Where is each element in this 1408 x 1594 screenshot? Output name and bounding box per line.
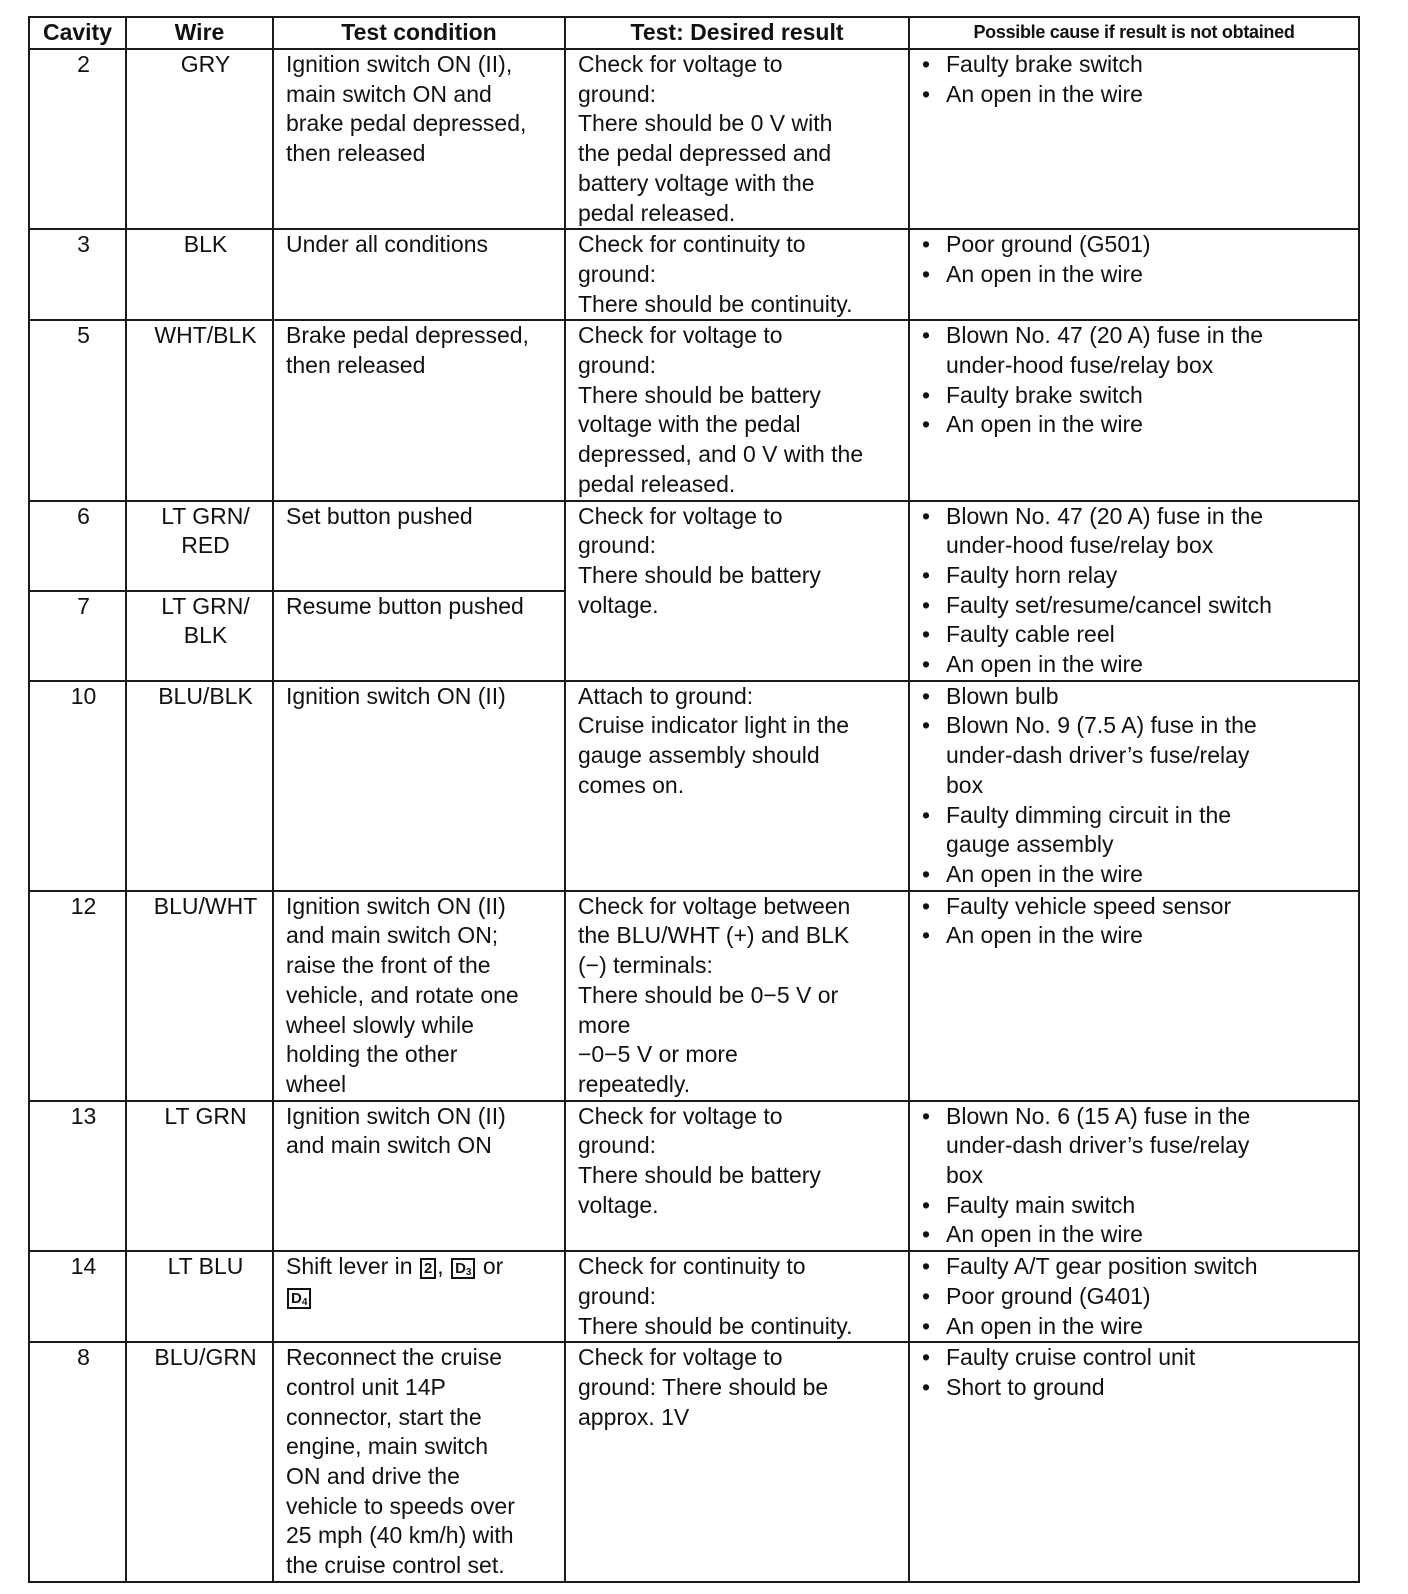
cause-bullet-item: • Blown bulb xyxy=(922,682,1358,712)
header-test-condition: Test condition xyxy=(273,17,565,49)
cause-bullet-item: • Short to ground xyxy=(922,1373,1358,1403)
gear-d4-icon: $D_4$ xyxy=(287,1288,311,1309)
text-line: the pedal depressed and xyxy=(578,140,832,167)
text-line: RED xyxy=(181,532,230,559)
text-line: 25 mph (40 km/h) with xyxy=(286,1522,514,1549)
text-line: Brake pedal depressed, xyxy=(286,322,529,349)
gear-d3-icon: $D_3$ xyxy=(451,1258,475,1279)
text-line: connector, start the xyxy=(286,1403,482,1430)
cause-bullet-item: • Faulty main switch xyxy=(922,1191,1358,1221)
cause-bullet-item: • Blown No. 47 (20 A) fuse in the xyxy=(922,321,1358,351)
cavity-cell: 8 xyxy=(29,1342,126,1582)
wire-cell: LT GRN xyxy=(126,1101,273,1252)
text-line: gauge assembly should xyxy=(578,742,820,769)
result-cell xyxy=(565,501,909,681)
text-line: and main switch ON; xyxy=(286,922,499,949)
wire-cell: BLU/WHT xyxy=(126,891,273,1101)
condition-cell xyxy=(273,1251,565,1342)
condition-cell xyxy=(273,1101,565,1252)
diagnostic-table xyxy=(28,16,1360,1583)
cause-bullet-item: • Faulty brake switch xyxy=(922,50,1358,80)
cause-bullet-item: • Poor ground (G501) xyxy=(922,230,1358,260)
text-line: ground: xyxy=(578,1132,657,1159)
cavity-cell: 3 xyxy=(29,229,126,320)
cause-bullet-item: • Blown No. 9 (7.5 A) fuse in the xyxy=(922,711,1358,741)
cause-cell xyxy=(909,1251,1359,1342)
text-line: Ignition switch ON (II) xyxy=(286,892,506,919)
cause-cell xyxy=(909,501,1359,681)
text-line: approx. 1V xyxy=(578,1403,690,1430)
result-cell xyxy=(565,49,909,229)
cavity-cell: 2 xyxy=(29,49,126,229)
condition-cell xyxy=(273,49,565,229)
text-line: BLK xyxy=(183,622,228,649)
text-line: then released xyxy=(286,352,426,379)
wire-cell xyxy=(126,501,273,591)
text-line: ground: xyxy=(578,260,657,287)
cavity-cell: 12 xyxy=(29,891,126,1101)
cause-bullet-item: • Poor ground (G401) xyxy=(922,1282,1358,1312)
wire-cell: BLK xyxy=(126,229,273,320)
text-line: the BLU/WHT (+) and BLK xyxy=(578,922,850,949)
text-line: comes on. xyxy=(578,771,685,798)
text-line: Ignition switch ON (II) xyxy=(286,1102,506,1129)
result-cell xyxy=(565,1101,909,1252)
cause-continuation-line: under-dash driver’s fuse/relay xyxy=(946,742,1250,769)
cause-bullet-item: • An open in the wire xyxy=(922,1312,1358,1342)
text-line: and main switch ON xyxy=(286,1132,492,1159)
cavity-cell: 5 xyxy=(29,320,126,500)
text-line: There should be battery xyxy=(578,1162,821,1189)
cause-bullet-item: • An open in the wire xyxy=(922,410,1358,440)
text-line: depressed, and 0 V with the xyxy=(578,441,864,468)
table-row xyxy=(29,229,1359,320)
text-line: Set button pushed xyxy=(286,502,473,529)
condition-cell xyxy=(273,591,565,681)
text-line: holding the other xyxy=(286,1041,458,1068)
cause-bullet-item: • Faulty cable reel xyxy=(922,620,1358,650)
text-line: ground: There should be xyxy=(578,1373,829,1400)
text-line: Check for voltage to xyxy=(578,1344,783,1371)
text-line: vehicle to speeds over xyxy=(286,1492,515,1519)
table-row xyxy=(29,501,1359,591)
header-wire: Wire xyxy=(126,17,273,49)
cause-bullet-item: • Faulty A/T gear position switch xyxy=(922,1252,1358,1282)
condition-cell xyxy=(273,891,565,1101)
cause-bullet-item: • Faulty cruise control unit xyxy=(922,1343,1358,1373)
cause-bullet-item: • Faulty set/resume/cancel switch xyxy=(922,591,1358,621)
gear-2-icon: 2 xyxy=(420,1258,436,1279)
cause-continuation-line: under-hood fuse/relay box xyxy=(946,532,1214,559)
text-line: LT GRN/ xyxy=(161,592,250,619)
wire-cell: WHT/BLK xyxy=(126,320,273,500)
text-line: Under all conditions xyxy=(286,231,489,258)
text-line: wheel slowly while xyxy=(286,1011,474,1038)
cause-cell xyxy=(909,320,1359,500)
cause-bullet-item: • An open in the wire xyxy=(922,921,1358,951)
cavity-cell: 13 xyxy=(29,1101,126,1252)
cause-continuation-line: under-dash driver’s fuse/relay xyxy=(946,1132,1250,1159)
wire-cell: BLU/BLK xyxy=(126,681,273,891)
cavity-cell: 10 xyxy=(29,681,126,891)
cause-bullet-item: • An open in the wire xyxy=(922,1220,1358,1250)
shift-lever-line-1: Shift lever in 2 , $D_3$ or xyxy=(286,1253,504,1280)
text-line: engine, main switch xyxy=(286,1433,488,1460)
text-line: Check for continuity to xyxy=(578,231,806,258)
text-line: Check for voltage to xyxy=(578,322,783,349)
cause-bullet-item: • An open in the wire xyxy=(922,860,1358,890)
result-cell xyxy=(565,1342,909,1582)
text-line: ground: xyxy=(578,1282,657,1309)
text-line: more xyxy=(578,1011,631,1038)
condition-cell xyxy=(273,320,565,500)
cause-bullet-item: • Blown No. 6 (15 A) fuse in the xyxy=(922,1102,1358,1132)
text-line: voltage with the pedal xyxy=(578,411,801,438)
table-header-row xyxy=(29,17,1359,49)
text-line: Check for continuity to xyxy=(578,1253,806,1280)
text-line: There should be battery xyxy=(578,561,821,588)
text-line: Check for voltage to xyxy=(578,1102,783,1129)
text-line: There should be continuity. xyxy=(578,1312,853,1339)
cause-cell xyxy=(909,1342,1359,1582)
text-line: Ignition switch ON (II), xyxy=(286,51,513,77)
table-row xyxy=(29,49,1359,229)
text-line: pedal released. xyxy=(578,470,736,497)
result-cell xyxy=(565,1251,909,1342)
table-row xyxy=(29,1342,1359,1582)
wire-cell xyxy=(126,591,273,681)
cause-continuation-line: box xyxy=(946,1162,984,1189)
text-line: (−) terminals: xyxy=(578,952,713,979)
cause-bullet-item: • Blown No. 47 (20 A) fuse in the xyxy=(922,502,1358,532)
cause-cell xyxy=(909,681,1359,891)
cause-bullet-item: • An open in the wire xyxy=(922,260,1358,290)
cause-cell xyxy=(909,1101,1359,1252)
text-line: then released xyxy=(286,140,426,167)
cause-bullet-item: • Faulty vehicle speed sensor xyxy=(922,892,1358,922)
table-row xyxy=(29,681,1359,891)
text-line: There should be 0 V with xyxy=(578,110,833,137)
table-row xyxy=(29,320,1359,500)
text-line: ON and drive the xyxy=(286,1463,460,1490)
condition-cell xyxy=(273,501,565,591)
cause-bullet-item: • Faulty brake switch xyxy=(922,381,1358,411)
table-row xyxy=(29,1101,1359,1252)
cavity-cell: 7 xyxy=(29,591,126,681)
condition-cell xyxy=(273,229,565,320)
text-line: pedal released. xyxy=(578,199,736,226)
text-line: wheel xyxy=(286,1070,347,1097)
shift-lever-line-2 xyxy=(286,1282,564,1312)
condition-cell xyxy=(273,681,565,891)
result-cell xyxy=(565,891,909,1101)
table-row xyxy=(29,1251,1359,1342)
text-line: main switch ON and xyxy=(286,80,492,107)
text-line: repeatedly. xyxy=(578,1070,691,1097)
text-line: There should be battery xyxy=(578,381,821,408)
text-line: Check for voltage to xyxy=(578,502,783,529)
text-line: Attach to ground: xyxy=(578,682,754,709)
text-line: the cruise control set. xyxy=(286,1552,505,1579)
result-cell xyxy=(565,229,909,320)
text-line: control unit 14P xyxy=(286,1373,446,1400)
cause-cell xyxy=(909,229,1359,320)
cause-cell xyxy=(909,891,1359,1101)
cause-bullet-item: • An open in the wire xyxy=(922,80,1358,110)
header-cavity: Cavity xyxy=(29,17,126,49)
text-line: There should be continuity. xyxy=(578,290,853,317)
text-line: Cruise indicator light in the xyxy=(578,712,850,739)
text-line: Ignition switch ON (II) xyxy=(286,682,506,709)
text-line: Check for voltage between xyxy=(578,892,851,919)
table-row xyxy=(29,891,1359,1101)
cause-continuation-line: under-hood fuse/relay box xyxy=(946,352,1214,379)
text-line: −0−5 V or more xyxy=(578,1041,738,1068)
cause-continuation-line: gauge assembly xyxy=(946,831,1114,858)
text-line: brake pedal depressed, xyxy=(286,110,527,137)
result-cell xyxy=(565,681,909,891)
text-line: voltage. xyxy=(578,591,659,618)
cause-continuation-line: box xyxy=(946,771,984,798)
header-possible-cause: Possible cause if result is not obtained xyxy=(909,17,1359,49)
text-line: There should be 0−5 V or xyxy=(578,981,839,1008)
header-desired-result: Test: Desired result xyxy=(565,17,909,49)
cause-cell xyxy=(909,49,1359,229)
text-line: raise the front of the xyxy=(286,952,491,979)
result-cell xyxy=(565,320,909,500)
text-line: Check for voltage to xyxy=(578,51,783,77)
wire-cell: LT BLU xyxy=(126,1251,273,1342)
cavity-cell: 6 xyxy=(29,501,126,591)
text-line: ground: xyxy=(578,352,657,379)
text-line: ground: xyxy=(578,532,657,559)
text-line: Reconnect the cruise xyxy=(286,1344,503,1371)
wire-cell: BLU/GRN xyxy=(126,1342,273,1582)
cause-bullet-item: • Faulty horn relay xyxy=(922,561,1358,591)
condition-cell xyxy=(273,1342,565,1582)
cavity-cell: 14 xyxy=(29,1251,126,1342)
text-line: vehicle, and rotate one xyxy=(286,981,519,1008)
text-line: Resume button pushed xyxy=(286,592,524,619)
cause-bullet-item: • Faulty dimming circuit in the xyxy=(922,801,1358,831)
text-line: battery voltage with the xyxy=(578,169,815,196)
text-line: ground: xyxy=(578,80,657,107)
text-line: LT GRN/ xyxy=(161,502,250,529)
text-line: voltage. xyxy=(578,1191,659,1218)
wire-cell: GRY xyxy=(126,49,273,229)
cause-bullet-item: • An open in the wire xyxy=(922,650,1358,680)
